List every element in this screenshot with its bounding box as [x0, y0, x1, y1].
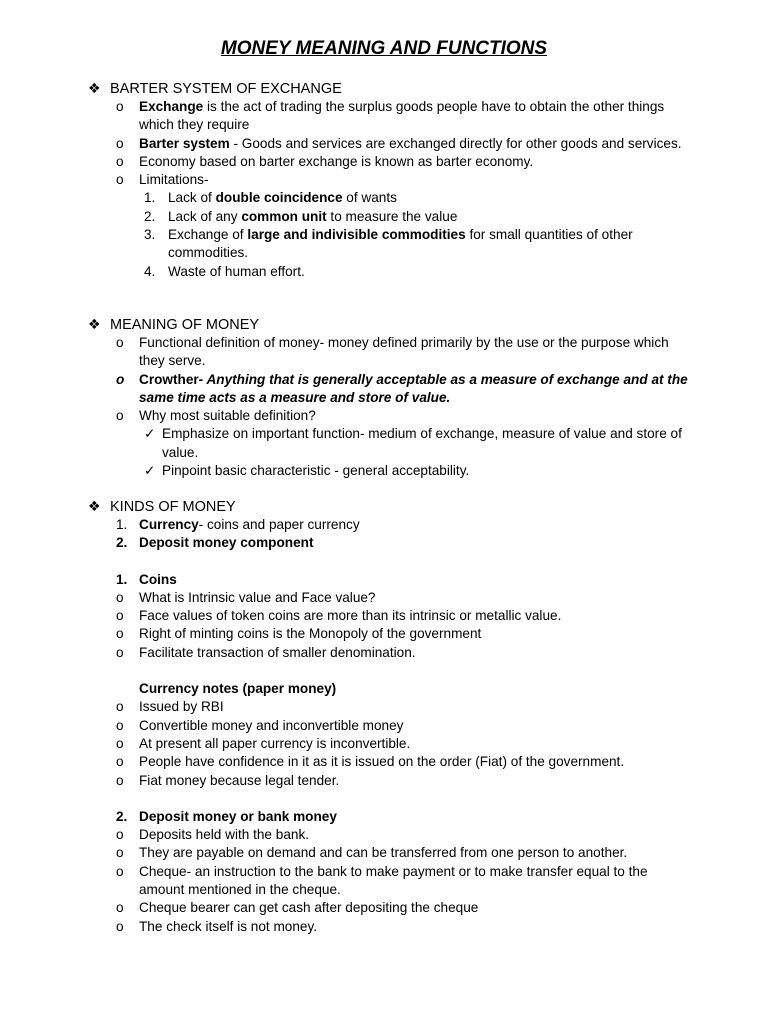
list-item [88, 826, 688, 844]
list-item [88, 899, 688, 917]
list-item [88, 844, 688, 862]
list-item [88, 717, 688, 735]
bullet-icon: o [116, 608, 124, 624]
spacer [88, 790, 688, 808]
bullet-icon: o [116, 863, 124, 879]
item-number: 1. [116, 517, 128, 532]
item-text: Exchange of [168, 227, 248, 243]
list-item [88, 153, 688, 171]
bullet-icon: o [116, 371, 125, 387]
bullet-icon: o [116, 335, 124, 350]
item-text: What is Intrinsic value and Face value? [139, 589, 376, 605]
list-item [88, 735, 688, 753]
section-heading [88, 498, 688, 516]
subheading [88, 808, 688, 826]
list-item [88, 407, 688, 425]
check-item [88, 462, 688, 480]
item-text: to measure the value [326, 208, 458, 224]
section-heading-text: KINDS OF MONEY [110, 499, 236, 515]
item-text: - Goods and services are exchanged directly for other goods and services. [229, 135, 682, 151]
list-item [88, 625, 688, 643]
numbered-item [88, 226, 688, 263]
check-icon: ✓ [144, 463, 156, 479]
bullet-icon: o [116, 918, 124, 934]
section-kinds [88, 498, 688, 936]
item-number: 3. [144, 227, 156, 243]
item-text: At present all paper currency is inconvertible. [139, 735, 411, 751]
item-text: Deposits held with the bank. [139, 827, 310, 843]
list-item [88, 98, 688, 135]
item-term: Currency [139, 517, 199, 532]
item-number: 2. [116, 808, 128, 824]
section-heading [88, 80, 688, 98]
numbered-item [88, 189, 688, 207]
bullet-icon: o [116, 699, 124, 715]
item-term: large and indivisible commodities [247, 227, 466, 243]
subheading-text: Deposit money or bank money [139, 808, 337, 824]
definition-quote: - Anything that is generally acceptable as a measure of exchange and at the same time acts as a measure and store of value. [139, 371, 688, 405]
bullet-icon: o [116, 754, 124, 770]
bullet-icon: o [116, 900, 124, 916]
list-item [88, 863, 688, 900]
item-text: People have confidence in it as it is issued on the order (Fiat) of the government. [139, 754, 625, 770]
item-term: double coincidence [215, 190, 343, 206]
item-text: Right of minting coins is the Monopoly of the government [139, 626, 482, 642]
bullet-icon: o [116, 135, 124, 151]
bullet-icon: o [116, 735, 124, 751]
item-number: 1. [144, 190, 156, 206]
diamond-bullet-icon: ❖ [88, 316, 101, 332]
subheading [88, 571, 688, 589]
list-item [88, 607, 688, 625]
list-item [88, 644, 688, 662]
spacer [88, 553, 688, 571]
item-number: 2. [144, 208, 156, 224]
item-term: Deposit money component [139, 535, 314, 551]
item-term: common unit [241, 208, 327, 224]
item-text: for small quantities of other commodities. [168, 227, 633, 261]
bullet-icon: o [116, 589, 124, 605]
subheading-text: Currency notes (paper money) [139, 681, 337, 697]
item-number: 2. [116, 535, 128, 551]
item-text: Cheque bearer can get cash after depositing the cheque [139, 900, 479, 916]
item-text: They are payable on demand and can be transferred from one person to another. [139, 845, 628, 861]
section-heading-text: MEANING OF MONEY [110, 317, 260, 333]
list-item [88, 334, 688, 371]
bullet-icon: o [116, 772, 124, 788]
item-text: Cheque- an instruction to the bank to make payment or to make transfer equal to the amount mentioned in the cheque. [139, 863, 648, 898]
list-item [88, 772, 688, 790]
section-meaning [88, 316, 688, 480]
bullet-icon: o [116, 626, 124, 642]
item-text: Lack of any [168, 208, 242, 224]
item-text: Emphasize on important function- medium of exchange, measure of value and store of value. [162, 426, 682, 460]
spacer [88, 662, 688, 680]
item-text: Why most suitable definition? [139, 408, 316, 424]
item-text: of wants [342, 190, 397, 206]
check-item [88, 425, 688, 462]
list-item [88, 918, 688, 936]
item-term: Crowther [139, 371, 199, 387]
list-item [88, 589, 688, 607]
numbered-item [88, 516, 688, 534]
list-item [88, 171, 688, 189]
section-heading [88, 316, 688, 334]
item-text: Lack of [168, 190, 216, 206]
item-term: Barter system [139, 135, 230, 151]
bullet-icon: o [116, 827, 124, 843]
item-text: Fiat money because legal tender. [139, 772, 340, 788]
page-title: MONEY MEANING AND FUNCTIONS [220, 38, 548, 59]
list-item [88, 698, 688, 716]
item-term: Exchange [139, 99, 204, 114]
bullet-icon: o [116, 644, 124, 660]
diamond-bullet-icon: ❖ [88, 80, 101, 96]
numbered-item [88, 263, 688, 281]
numbered-item [88, 208, 688, 226]
item-text: Facilitate transaction of smaller denomination. [139, 644, 416, 660]
item-text: Convertible money and inconvertible money [139, 717, 404, 733]
bullet-icon: o [116, 172, 124, 188]
item-text: Functional definition of money- money defined primarily by the use or the purpose which they serve. [139, 335, 669, 369]
item-text: Waste of human effort. [168, 263, 305, 279]
item-number: 1. [116, 571, 128, 587]
diamond-bullet-icon: ❖ [88, 498, 101, 514]
list-item [88, 753, 688, 771]
bullet-icon: o [116, 99, 124, 114]
section-heading-text: BARTER SYSTEM OF EXCHANGE [110, 81, 342, 97]
item-text: The check itself is not money. [139, 918, 318, 934]
item-number: 4. [144, 263, 156, 279]
list-item [88, 135, 688, 153]
check-icon: ✓ [144, 426, 156, 442]
item-text: is the act of trading the surplus goods people have to obtain the other things which they require [139, 99, 665, 133]
bullet-icon: o [116, 717, 124, 733]
item-text: Issued by RBI [139, 699, 224, 715]
bullet-icon: o [116, 153, 124, 169]
item-text: Pinpoint basic characteristic - general acceptability. [162, 463, 470, 479]
subheading [88, 680, 688, 698]
item-text: Limitations- [139, 172, 209, 188]
item-text: - coins and paper currency [198, 517, 360, 532]
item-text: Economy based on barter exchange is known as barter economy. [139, 153, 534, 169]
bullet-icon: o [116, 408, 124, 424]
list-item [88, 371, 688, 408]
numbered-item [88, 534, 688, 552]
item-text: Face values of token coins are more than its intrinsic or metallic value. [139, 608, 562, 624]
bullet-icon: o [116, 845, 124, 861]
subheading-text: Coins [139, 571, 177, 587]
section-barter [88, 80, 688, 281]
